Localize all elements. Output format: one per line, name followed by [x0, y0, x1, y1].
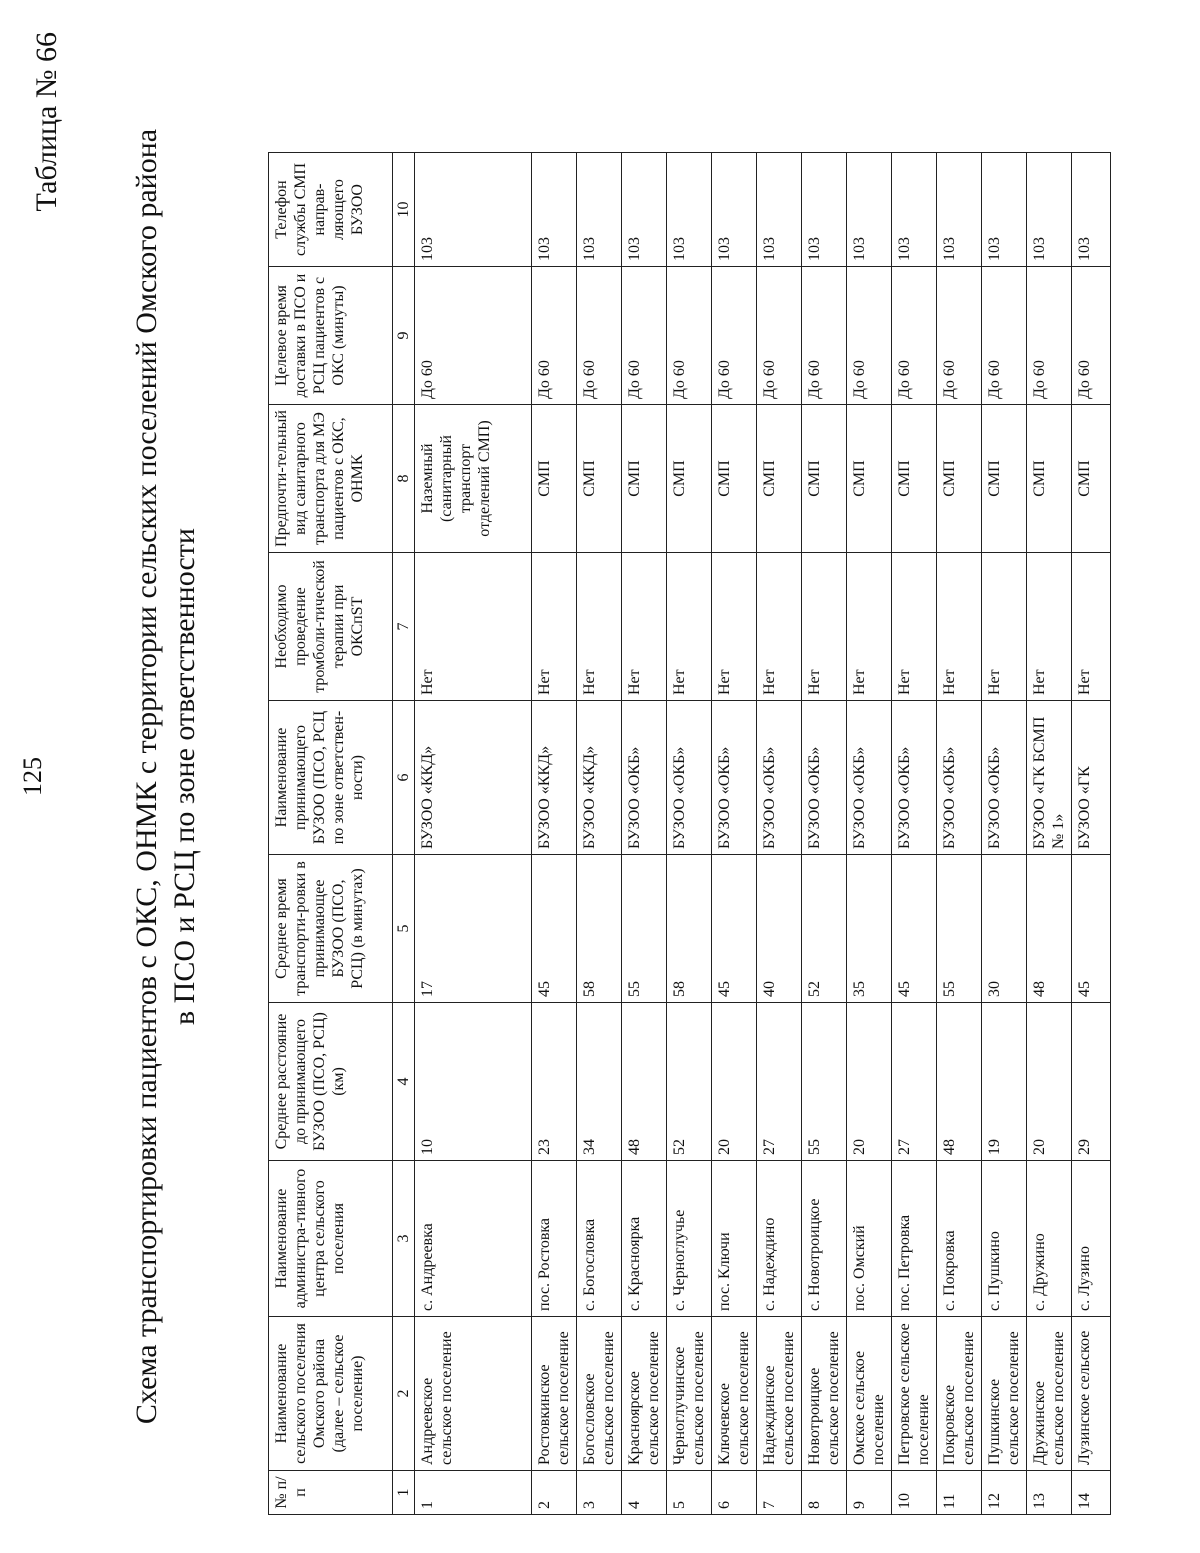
- thrombolysis-needed-cell: Нет: [847, 553, 892, 701]
- table-row: [577, 153, 622, 1515]
- smp-phone-cell: 103: [577, 153, 622, 267]
- title-line-2: в ПСО и РСЦ по зоне ответственности: [168, 528, 201, 1025]
- smp-phone-cell: 103: [757, 153, 802, 267]
- target-time-cell: До 60: [802, 267, 847, 405]
- target-time-cell: До 60: [712, 267, 757, 405]
- target-time-cell: До 60: [1072, 267, 1111, 405]
- settlement-name-cell: Богословское сельское поселение: [577, 1317, 622, 1471]
- receiving-hospital-cell: БУЗОО «ГК: [1072, 701, 1111, 855]
- distance-km-cell: 20: [847, 1003, 892, 1161]
- distance-km-cell: 27: [757, 1003, 802, 1161]
- table-row: [802, 153, 847, 1515]
- settlement-name-cell: Лузинское сельское: [1072, 1317, 1111, 1471]
- settlement-name-cell: Дружинское сельское поселение: [1027, 1317, 1072, 1471]
- target-time-cell: До 60: [415, 267, 532, 405]
- table-row: [712, 153, 757, 1515]
- table-row: [1072, 153, 1111, 1515]
- thrombolysis-needed-cell: Нет: [937, 553, 982, 701]
- smp-phone-cell: 103: [982, 153, 1027, 267]
- smp-phone-cell: 103: [622, 153, 667, 267]
- admin-center-cell: пос. Ключи: [712, 1161, 757, 1317]
- settlement-name-cell: Андреевское сельское поселение: [415, 1317, 532, 1471]
- thrombolysis-needed-cell: Нет: [532, 553, 577, 701]
- header-cell-number: № п/п: [269, 1471, 393, 1515]
- transport-time-min-cell: 45: [1072, 855, 1111, 1003]
- row-number-cell: 8: [802, 1471, 847, 1515]
- settlement-name-cell: Пушкинское сельское поселение: [982, 1317, 1027, 1471]
- header-cell-target-time: Целевое время доставки в ПСО и РСЦ пациентов с ОКС (минуты): [269, 267, 393, 405]
- transport-time-min-cell: 17: [415, 855, 532, 1003]
- row-number-cell: 2: [532, 1471, 577, 1515]
- header-cell-thrombolysis: Необходимо проведение тромболи-тической терапии при ОКСпST: [269, 553, 393, 701]
- admin-center-cell: с. Богословка: [577, 1161, 622, 1317]
- transport-type-cell: СМП: [1027, 405, 1072, 553]
- admin-center-cell: с. Пушкино: [982, 1161, 1027, 1317]
- column-number-cell: 7: [393, 553, 415, 701]
- receiving-hospital-cell: БУЗОО «ОКБ»: [757, 701, 802, 855]
- receiving-hospital-cell: БУЗОО «ОКБ»: [847, 701, 892, 855]
- row-number-cell: 1: [415, 1471, 532, 1515]
- transport-type-cell: СМП: [847, 405, 892, 553]
- header-cell-transport-type: Предпочти-тельный вид санитарного транспорта для МЭ пациентов с ОКС, ОНМК: [269, 405, 393, 553]
- transport-type-cell: СМП: [982, 405, 1027, 553]
- row-number-cell: 5: [667, 1471, 712, 1515]
- admin-center-cell: с. Лузино: [1072, 1161, 1111, 1317]
- transport-type-cell: СМП: [802, 405, 847, 553]
- smp-phone-cell: 103: [667, 153, 712, 267]
- transport-type-cell: СМП: [532, 405, 577, 553]
- transport-type-cell: СМП: [892, 405, 937, 553]
- column-number-cell: 8: [393, 405, 415, 553]
- distance-km-cell: 48: [622, 1003, 667, 1161]
- target-time-cell: До 60: [1027, 267, 1072, 405]
- thrombolysis-needed-cell: Нет: [802, 553, 847, 701]
- table-row: [982, 153, 1027, 1515]
- table-body: [415, 153, 1111, 1515]
- receiving-hospital-cell: БУЗОО «ГК БСМП № 1»: [1027, 701, 1072, 855]
- smp-phone-cell: 103: [937, 153, 982, 267]
- target-time-cell: До 60: [577, 267, 622, 405]
- row-number-cell: 10: [892, 1471, 937, 1515]
- transport-time-min-cell: 45: [892, 855, 937, 1003]
- smp-phone-cell: 103: [802, 153, 847, 267]
- transport-time-min-cell: 58: [577, 855, 622, 1003]
- column-number-cell: 2: [393, 1317, 415, 1471]
- header-cell-admin-center: Наименование администра-тивного центра сельского поселения: [269, 1161, 393, 1317]
- transport-time-min-cell: 45: [532, 855, 577, 1003]
- row-number-cell: 7: [757, 1471, 802, 1515]
- row-number-cell: 11: [937, 1471, 982, 1515]
- settlement-name-cell: Ключевское сельское поселение: [712, 1317, 757, 1471]
- row-number-cell: 9: [847, 1471, 892, 1515]
- distance-km-cell: 19: [982, 1003, 1027, 1161]
- transport-type-cell: СМП: [1072, 405, 1111, 553]
- admin-center-cell: пос. Омский: [847, 1161, 892, 1317]
- column-number-cell: 10: [393, 153, 415, 267]
- transport-time-min-cell: 55: [622, 855, 667, 1003]
- distance-km-cell: 52: [667, 1003, 712, 1161]
- transport-time-min-cell: 48: [1027, 855, 1072, 1003]
- column-number-cell: 3: [393, 1161, 415, 1317]
- transport-time-min-cell: 40: [757, 855, 802, 1003]
- receiving-hospital-cell: БУЗОО «ОКБ»: [982, 701, 1027, 855]
- receiving-hospital-cell: БУЗОО «ККД»: [577, 701, 622, 855]
- settlement-name-cell: Петровское сельское поселение: [892, 1317, 937, 1471]
- settlement-name-cell: Покровское сельское поселение: [937, 1317, 982, 1471]
- table-row: [1027, 153, 1072, 1515]
- transport-type-cell: СМП: [712, 405, 757, 553]
- smp-phone-cell: 103: [532, 153, 577, 267]
- table-label: Таблица № 66: [30, 32, 63, 212]
- header-cell-distance: Среднее расстояние до принимающего БУЗОО (ПСО, РСЦ) (км): [269, 1003, 393, 1161]
- distance-km-cell: 29: [1072, 1003, 1111, 1161]
- smp-phone-cell: 103: [415, 153, 532, 267]
- target-time-cell: До 60: [892, 267, 937, 405]
- thrombolysis-needed-cell: Нет: [757, 553, 802, 701]
- receiving-hospital-cell: БУЗОО «ОКБ»: [892, 701, 937, 855]
- table-row: [667, 153, 712, 1515]
- thrombolysis-needed-cell: Нет: [1072, 553, 1111, 701]
- thrombolysis-needed-cell: Нет: [982, 553, 1027, 701]
- thrombolysis-needed-cell: Нет: [667, 553, 712, 701]
- header-cell-transport-time: Среднее время транспорти-ровки в принимающее БУЗОО (ПСО, РСЦ) (в минутах): [269, 855, 393, 1003]
- receiving-hospital-cell: БУЗОО «ОКБ»: [712, 701, 757, 855]
- admin-center-cell: пос. Петровка: [892, 1161, 937, 1317]
- thrombolysis-needed-cell: Нет: [712, 553, 757, 701]
- transport-time-min-cell: 55: [937, 855, 982, 1003]
- distance-km-cell: 20: [712, 1003, 757, 1161]
- header-cell-phone: Телефон службы СМП направ-ляющего БУЗОО: [269, 153, 393, 267]
- table-row: [622, 153, 667, 1515]
- admin-center-cell: с. Андреевка: [415, 1161, 532, 1317]
- table-row: [532, 153, 577, 1515]
- admin-center-cell: с. Красноярка: [622, 1161, 667, 1317]
- transport-time-min-cell: 58: [667, 855, 712, 1003]
- admin-center-cell: с. Черноглучье: [667, 1161, 712, 1317]
- transport-time-min-cell: 45: [712, 855, 757, 1003]
- admin-center-cell: пос. Ростовка: [532, 1161, 577, 1317]
- receiving-hospital-cell: БУЗОО «ОКБ»: [622, 701, 667, 855]
- smp-phone-cell: 103: [712, 153, 757, 267]
- smp-phone-cell: 103: [892, 153, 937, 267]
- row-number-cell: 3: [577, 1471, 622, 1515]
- settlement-name-cell: Ростовкинское сельское поселение: [532, 1317, 577, 1471]
- target-time-cell: До 60: [532, 267, 577, 405]
- thrombolysis-needed-cell: Нет: [892, 553, 937, 701]
- smp-phone-cell: 103: [847, 153, 892, 267]
- thrombolysis-needed-cell: Нет: [622, 553, 667, 701]
- target-time-cell: До 60: [622, 267, 667, 405]
- distance-km-cell: 55: [802, 1003, 847, 1161]
- admin-center-cell: с. Надеждино: [757, 1161, 802, 1317]
- header-row: [269, 153, 393, 1515]
- admin-center-cell: с. Новотроицкое: [802, 1161, 847, 1317]
- transport-type-cell: СМП: [757, 405, 802, 553]
- document-title: [128, 100, 204, 1453]
- distance-km-cell: 27: [892, 1003, 937, 1161]
- target-time-cell: До 60: [937, 267, 982, 405]
- settlement-name-cell: Новотроицкое сельское поселение: [802, 1317, 847, 1471]
- table-row: [937, 153, 982, 1515]
- distance-km-cell: 20: [1027, 1003, 1072, 1161]
- thrombolysis-needed-cell: Нет: [577, 553, 622, 701]
- transport-type-cell: СМП: [577, 405, 622, 553]
- column-number-cell: 6: [393, 701, 415, 855]
- receiving-hospital-cell: БУЗОО «ККД»: [415, 701, 532, 855]
- admin-center-cell: с. Дружино: [1027, 1161, 1072, 1317]
- transport-time-min-cell: 52: [802, 855, 847, 1003]
- target-time-cell: До 60: [847, 267, 892, 405]
- table-row: [757, 153, 802, 1515]
- transport-type-cell: Наземный (санитарный транспорт отделений СМП): [415, 405, 532, 553]
- distance-km-cell: 10: [415, 1003, 532, 1161]
- distance-km-cell: 48: [937, 1003, 982, 1161]
- row-number-cell: 13: [1027, 1471, 1072, 1515]
- target-time-cell: До 60: [757, 267, 802, 405]
- row-number-cell: 4: [622, 1471, 667, 1515]
- table-row: [892, 153, 937, 1515]
- transport-scheme-table: [268, 152, 1111, 1515]
- admin-center-cell: с. Покровка: [937, 1161, 982, 1317]
- target-time-cell: До 60: [667, 267, 712, 405]
- transport-type-cell: СМП: [667, 405, 712, 553]
- smp-phone-cell: 103: [1027, 153, 1072, 267]
- thrombolysis-needed-cell: Нет: [1027, 553, 1072, 701]
- header-cell-settlement: Наименование сельского поселения Омского района (далее – сельское поселение): [269, 1317, 393, 1471]
- column-number-cell: 1: [393, 1471, 415, 1515]
- receiving-hospital-cell: БУЗОО «ОКБ»: [667, 701, 712, 855]
- settlement-name-cell: Красноярское сельское поселение: [622, 1317, 667, 1471]
- column-number-row: [393, 153, 415, 1515]
- column-number-cell: 9: [393, 267, 415, 405]
- thrombolysis-needed-cell: Нет: [415, 553, 532, 701]
- page-number: 125: [18, 757, 47, 796]
- settlement-name-cell: Омское сельское поселение: [847, 1317, 892, 1471]
- target-time-cell: До 60: [982, 267, 1027, 405]
- distance-km-cell: 34: [577, 1003, 622, 1161]
- settlement-name-cell: Черноглучинское сельское поселение: [667, 1317, 712, 1471]
- receiving-hospital-cell: БУЗОО «ККД»: [532, 701, 577, 855]
- title-line-1: Схема транспортировки пациентов с ОКС, ОНМК с территории сельских поселений Омского района: [130, 128, 163, 1425]
- transport-time-min-cell: 35: [847, 855, 892, 1003]
- row-number-cell: 12: [982, 1471, 1027, 1515]
- distance-km-cell: 23: [532, 1003, 577, 1161]
- header-cell-receiving-hospital: Наименование принимающего БУЗОО (ПСО, РСЦ по зоне ответствен-ности): [269, 701, 393, 855]
- row-number-cell: 14: [1072, 1471, 1111, 1515]
- receiving-hospital-cell: БУЗОО «ОКБ»: [802, 701, 847, 855]
- column-number-cell: 5: [393, 855, 415, 1003]
- table-row: [847, 153, 892, 1515]
- transport-time-min-cell: 30: [982, 855, 1027, 1003]
- transport-type-cell: СМП: [622, 405, 667, 553]
- transport-type-cell: СМП: [937, 405, 982, 553]
- table-row: [415, 153, 532, 1515]
- receiving-hospital-cell: БУЗОО «ОКБ»: [937, 701, 982, 855]
- row-number-cell: 6: [712, 1471, 757, 1515]
- settlement-name-cell: Надеждинское сельское поселение: [757, 1317, 802, 1471]
- smp-phone-cell: 103: [1072, 153, 1111, 267]
- column-number-cell: 4: [393, 1003, 415, 1161]
